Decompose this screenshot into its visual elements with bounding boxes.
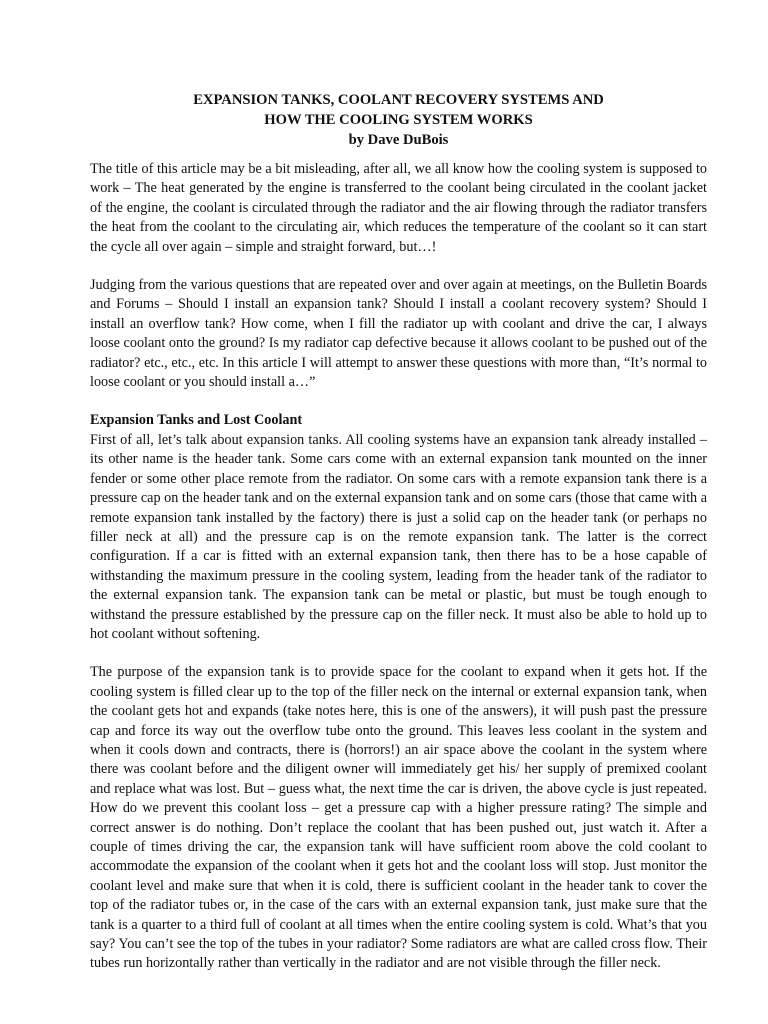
byline: by Dave DuBois xyxy=(348,132,449,148)
section-paragraph-1: First of all, let’s talk about expansion tanks. All cooling systems have an expansion tank already installed – its other name is the header tank. Some cars come with an external expansion tank mounted on the inner fender or some other place remote from the radiator. On some cars with a remote expansion tank there is a pressure cap on the header tank and on the external expansion tank and on some cars (those that came with a remote expansion tank installed by the factory) there is just a solid cap on the header tank (or perhaps no filler neck at all) and the pressure cap is on the remote expansion tank. The latter is the correct configuration. If a car is fitted with an external expansion tank, then there has to be a hose capable of withstanding the maximum pressure in the cooling system, leading from the header tank of the radiator to the external expansion tank. The expansion tank can be metal or plastic, but must be tough enough to withstand the pressure established by the pressure cap on the filler neck. It must also be able to hold up to hot coolant without softening. xyxy=(90,431,707,642)
section-heading: Expansion Tanks and Lost Coolant xyxy=(90,412,303,429)
document-title-block xyxy=(90,90,707,150)
section-paragraph-2: The purpose of the expansion tank is to provide space for the coolant to expand when it gets hot. If the cooling system is filled clear up to the top of the filler neck on the internal or external expansion tank, when the coolant gets hot and expands (take notes here, this is one of the answers), it will push past the pressure cap and force its way out the overflow tube onto the ground. This leaves less coolant in the system and when it cools down and contracts, there is (horrors!) an air space above the coolant in the system where there was coolant before and the diligent owner will immediately get his/ her supply of premixed coolant and replace what was lost. But – guess what, the next time the car is driven, the above cycle is just repeated. How do we prevent this coolant loss – get a pressure cap with a higher pressure rating? The simple and correct answer is do nothing. Don’t replace the coolant that has been pushed out, just watch it. After a couple of times driving the car, the expansion tank will have sufficient room above the cold coolant to accommodate the expansion of the coolant when it gets hot and the coolant loss will stop. Just monitor the coolant level and make sure that when it is cold, there is sufficient coolant in the header tank to cover the top of the radiator tubes or, in the case of the cars with an external expansion tank, just make sure that the tank is a quarter to a third full of coolant at all times when the entire cooling system is cold. What’s that you say? You can’t see the top of the tubes in your radiator? Some radiators are what are called cross flow. Their tubes run horizontally rather than vertically in the radiator and are not visible through the filler neck. xyxy=(90,664,707,972)
title-line-2: HOW THE COOLING SYSTEM WORKS xyxy=(264,112,533,128)
intro-paragraph-1: The title of this article may be a bit misleading, after all, we all know how the cooling system is supposed to work – The heat generated by the engine is transferred to the coolant being circulated in the coolant jacket of the engine, the coolant is circulated through the radiator and the air flowing through the radiator transfers the heat from the coolant to the circulating air, which reduces the temperature of the coolant so it can start the cycle all over again – simple and straight forward, but…! xyxy=(90,161,707,255)
title-line-1: EXPANSION TANKS, COOLANT RECOVERY SYSTEMS AND xyxy=(193,92,604,108)
intro-paragraph-2: Judging from the various questions that are repeated over and over again at meetings, on the Bulletin Boards and Forums – Should I install an expansion tank? Should I install a coolant recovery system? Should I install an overflow tank? How come, when I fill the radiator up with coolant and drive the car, I always loose coolant onto the ground? Is my radiator cap defective because it allows coolant to be pushed out of the radiator? etc., etc., etc. In this article I will attempt to answer these questions with more than, “It’s normal to loose coolant or you should install a…” xyxy=(90,277,707,391)
document-page xyxy=(90,90,707,974)
